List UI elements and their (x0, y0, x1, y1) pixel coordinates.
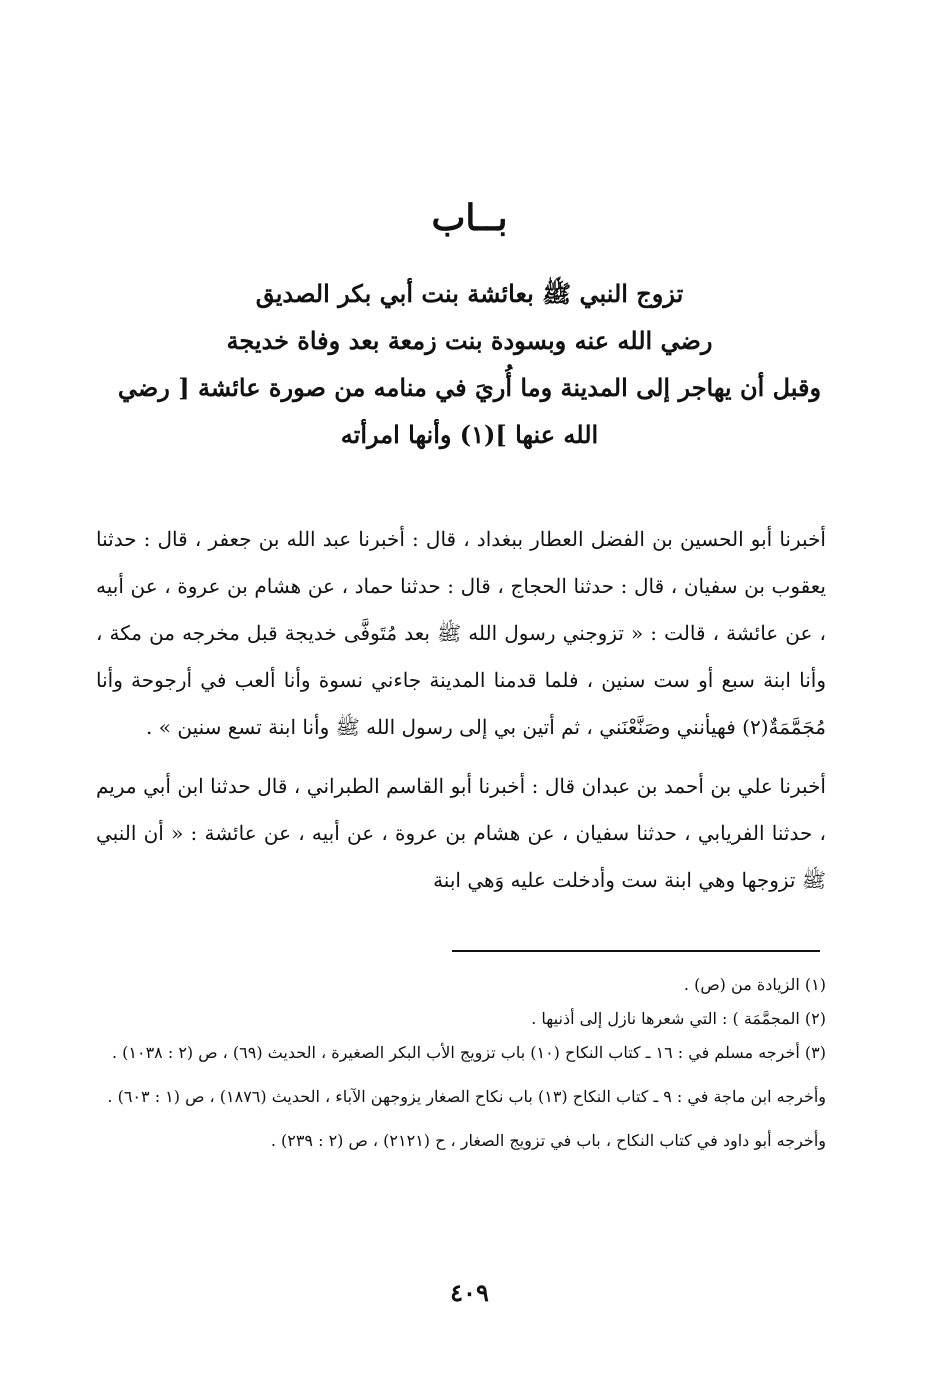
footnote: وأخرجه ابن ماجة في : ٩ ـ كتاب النكاح (١٣) باب نكاح الصغار يزوجهن الآباء ، الحديث (١٨٧٦) ، ص (١ : ٦٠٣) . (107, 1087, 826, 1106)
chapter-title-line: رضي الله عنه وبسودة بنت زمعة بعد وفاة خديجة (226, 326, 713, 355)
chapter-title (100, 270, 839, 458)
footnote: (٣) أخرجه مسلم في : ١٦ ـ كتاب النكاح (١٠) باب تزويج الأب البكر الصغيرة ، الحديث (٦٩) ، ص (٢ : ١٠٣٨) . (111, 1043, 826, 1062)
footnote-divider (452, 950, 820, 952)
footnote: وأخرجه أبو داود في كتاب النكاح ، باب في تزويج الصغار ، ح (٢١٢١) ، ص (٢ : ٢٣٩) . (270, 1131, 826, 1150)
chapter-heading: بــاب (431, 197, 508, 239)
footnote: (١) الزيادة من (ص) . (683, 975, 826, 994)
chapter-title-line: الله عنها ](١) وأنها امرأته (340, 420, 599, 449)
paragraph: أخبرنا علي بن أحمد بن عبدان قال : أخبرنا أبو القاسم الطبراني ، قال حدثنا ابن أبي مريم ، حدثنا الفريابي ، حدثنا سفيان ، عن هشام بن عروة ، عن أبيه ، عن عائشة : « أن النبي ﷺ تزوجها وهي ابنة ست وأدخلت عليه وَهي ابنة (96, 774, 826, 892)
paragraph: أخبرنا أبو الحسين بن الفضل العطار ببغداد ، قال : أخبرنا عبد الله بن جعفر ، قال : حدثنا يعقوب بن سفيان ، قال : حدثنا الحجاج ، قال : حدثنا حماد ، عن هشام بن عروة ، عن أبيه ، عن عائشة ، قالت : « تزوجني رسول الله ﷺ بعد مُتَوفَّى خديجة قبل مخرجه من مكة ، وأنا ابنة سبع أو ست سنين ، فلما قدمنا المدينة جاءني نسوة وأنا ألعب في أرجوحة وأنا مُجَمَّمَةٌ(٢) فهيأنني وصَنَّعْنَني ، ثم أتين بي إلى رسول الله ﷺ وأنا ابنة تسع سنين » . (96, 527, 826, 739)
chapter-title-line: وقبل أن يهاجر إلى المدينة وما أُريَ في منامه من صورة عائشة [ رضي (117, 373, 822, 402)
chapter-title-line: تزوج النبي ﷺ بعائشة بنت أبي بكر الصديق (255, 279, 684, 308)
main-text (96, 516, 826, 904)
footnotes (96, 968, 826, 1158)
page-number: ٤٠٩ (450, 1278, 489, 1307)
footnote: (٢) المجمَّمَة ) : التي شعرها نازل إلى أذنيها . (531, 1009, 826, 1028)
